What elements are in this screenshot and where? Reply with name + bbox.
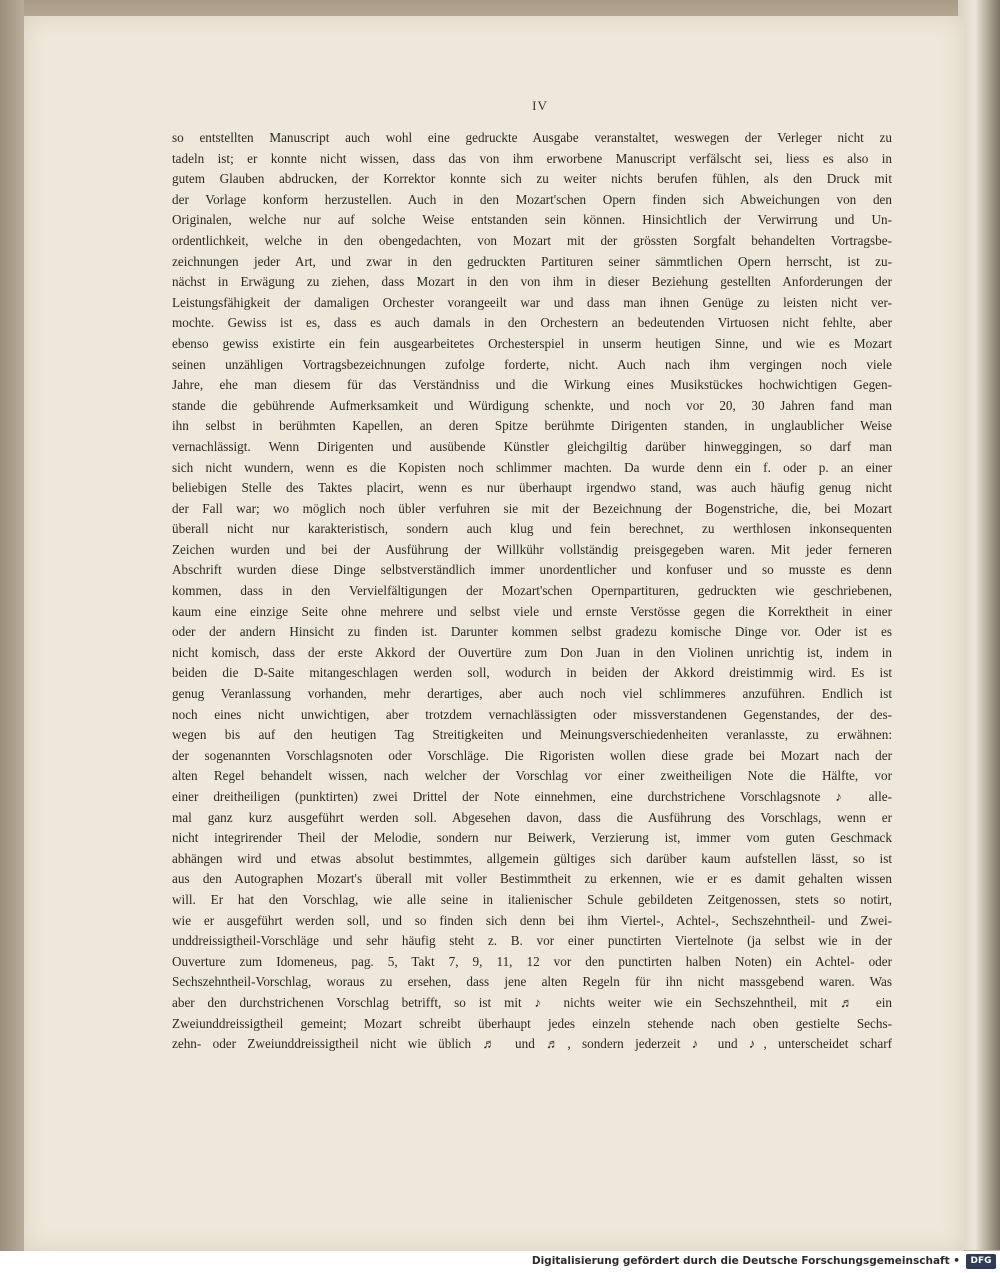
text-line: ebenso gewiss existirte ein fein ausgearbeitetes Orchesterspiel in unserm heutigen Sinne, und wie es Mozart [172, 335, 892, 351]
book-binding-right [958, 0, 1000, 1250]
text-line: wegen bis auf den heutigen Tag Streitigkeiten und Meinungsverschiedenheiten veranlasste, zu erwähnen: [172, 727, 892, 743]
text-line: Zeichen wurden und bei der Ausführung der Willkühr vollständig preisgegeben waren. Mit jeder ferneren [172, 541, 892, 557]
text-line: Ouverture zum Idomeneus, pag. 5, Takt 7, 9, 11, 12 vor den punctirten halben Noten) ein Achtel- oder [172, 953, 892, 969]
text-line: Jahre, ehe man diesem für das Verständniss und die Wirkung eines Musikstückes hochwichtigen Gegen- [172, 377, 892, 393]
text-line: seinen unzähligen Vortragsbezeichnungen zufolge forderte, nicht. Auch nach ihm vergingen noch viele [172, 356, 892, 372]
text-line: vernachlässigt. Wenn Dirigenten und ausübende Künstler gleichgiltig darüber hinweggingen, so darf man [172, 438, 892, 454]
footer-bar [0, 1251, 1000, 1273]
text-line: Originalen, welche nur auf solche Weise entstanden sein können. Hinsichtlich der Verwirrung und Un- [172, 212, 892, 228]
text-line: mochte. Gewiss ist es, dass es auch damals in den Orchestern an bedeutenden Virtuosen nicht fehlte, aber [172, 315, 892, 331]
text-line: Zweiunddreissigtheil gemeint; Mozart schreibt überhaupt jedes einzeln stehende nach oben gestielte Sechs- [172, 1015, 892, 1031]
body-text [172, 128, 892, 1055]
text-line: will. Er hat den Vorschlag, wie alle seine in italienischer Schule gebildeten Zeitgenossen, stets so notirt, [172, 891, 892, 907]
text-line: aus den Autographen Mozart's überall mit voller Bestimmtheit zu erkennen, wie er es damit gehalten wissen [172, 871, 892, 887]
text-line: tadeln ist; er konnte nicht wissen, dass das von ihm erworbene Manuscript verfälscht sei, liess es also in [172, 150, 892, 166]
text-line: kommen, dass in den Vervielfältigungen der Mozart'schen Opernpartituren, gedruckten wie geschriebenen, [172, 583, 892, 599]
text-line: zeichnungen jeder Art, und zwar in den gedruckten Partituren seiner sämmtlichen Opern herrscht, ist zu- [172, 253, 892, 269]
text-line: beliebigen Stelle des Taktes placirt, wenn es nur überhaupt irgendwo stand, was auch häufig genug nicht [172, 480, 892, 496]
text-line: Abschrift wurden diese Dinge selbstverständlich immer unordentlicher und konfuser und so musste es denn [172, 562, 892, 578]
text-line: der Fall war; wo möglich noch übler verfuhren sie mit der Bezeichnung der Bogenstriche, die, bei Mozart [172, 500, 892, 516]
text-line: zehn- oder Zweiunddreissigtheil nicht wie üblich ♬ und ♬, sondern jederzeit ♪ und ♪, unterscheidet scharf [172, 1036, 892, 1052]
text-line: nächst in Erwägung zu ziehen, dass Mozart in den von ihm in dieser Beziehung gestellten Anforderungen der [172, 274, 892, 290]
book-binding-left [0, 0, 24, 1273]
text-line: Sechszehntheil-Vorschlag, woraus zu ersehen, dass jene alten Regeln für ihn nicht massgebend waren. Was [172, 974, 892, 990]
text-line: ihn selbst in berühmten Kapellen, an deren Spitze berühmte Dirigenten standen, in unglaublicher Weise [172, 418, 892, 434]
text-line: nicht integrirender Theil der Melodie, sondern nur Beiwerk, Verzierung ist, immer vom guten Geschmack [172, 830, 892, 846]
text-line: mal ganz kurz ausgeführt werden soll. Abgesehen davon, dass die Ausführung des Vorschlags, wenn er [172, 809, 892, 825]
text-line: sich nicht wundern, wenn es die Kopisten noch schlimmer machten. Da wurde denn ein f. oder p. an einer [172, 459, 892, 475]
text-line: unddreissigtheil-Vorschläge und sehr häufig steht z. B. vor einer punctirten Viertelnote (ja selbst wie in der [172, 933, 892, 949]
text-line: alten Regel behandelt wissen, nach welcher der Vorschlag vor einer zweitheiligen Note die Hälfte, vor [172, 768, 892, 784]
text-line: abhängen wird und etwas absolut bestimmtes, allgemein gültiges sich darüber kaum aufstellen lässt, so ist [172, 850, 892, 866]
text-line: noch eines nicht unwichtigen, aber trotzdem vernachlässigten oder missverstandenen Gegenstandes, der des- [172, 706, 892, 722]
page-number: IV [532, 98, 548, 113]
text-line: Leistungsfähigkeit der damaligen Orchester vorangeeilt war und dass man ihnen Genüge zu leisten nicht ver- [172, 294, 892, 310]
text-line: der Vorlage konform herzustellen. Auch in den Mozart'schen Opern finden sich Abweichungen von den [172, 191, 892, 207]
text-line: stande die gebührende Aufmerksamkeit und Würdigung schenkte, und noch vor 20, 30 Jahren fand man [172, 397, 892, 413]
footer-credit: Digitalisierung gefördert durch die Deutsche Forschungsgemeinschaft • [531, 1255, 960, 1267]
text-line: wie er ausgeführt werden soll, und so finden sich denn bei ihm Viertel-, Achtel-, Sechszehntheil- und Zwei- [172, 912, 892, 928]
text-line: einer dreitheiligen (punktirten) zwei Drittel der Note einnehmen, eine durchstrichene Vorschlagsnote ♪ alle- [172, 789, 892, 804]
text-line: gutem Glauben abdrucken, der Korrektor konnte sich zu weiter nichts berufen fühlen, als den Druck mit [172, 171, 892, 187]
text-line: kaum eine einzige Seite ohne mehrere und selbst viele und ernste Verstösse gegen die Korrektheit in einer [172, 603, 892, 619]
text-line: ordentlichkeit, welche in den obengedachten, von Mozart mit der grössten Sorgfalt behandelten Vortragsbe- [172, 232, 892, 248]
text-line: nicht komisch, dass der erste Akkord der Ouvertüre zum Don Juan in den Violinen unrichtig ist, indem in [172, 644, 892, 660]
dfg-logo: DFG [966, 1254, 996, 1269]
text-line: der sogenannten Vorschlagsnoten oder Vorschläge. Die Rigoristen wollen diese grade bei Mozart nach der [172, 747, 892, 763]
text-line: überall nicht nur karakteristisch, sondern auch klug und fein berechnet, zu werthlosen inkonsequenten [172, 521, 892, 537]
text-line: so entstellten Manuscript auch wohl eine gedruckte Ausgabe veranstaltet, weswegen der Verleger nicht zu [172, 130, 892, 145]
text-line: aber den durchstrichenen Vorschlag betrifft, so ist mit ♪ nichts weiter wie ein Sechszehntheil, mit ♬ ein [172, 994, 892, 1010]
text-line: oder der andern Hinsicht zu finden ist. Darunter kommen selbst gradezu komische Dinge vor. Oder ist es [172, 624, 892, 640]
text-line: genug Veranlassung vorhanden, mehr derartiges, aber auch noch viel schlimmeres anzuführen. Endlich ist [172, 686, 892, 702]
text-line: beiden die D-Saite mitangeschlagen werden soll, wodurch in beiden der Akkord dreistimmig wird. Es ist [172, 665, 892, 681]
